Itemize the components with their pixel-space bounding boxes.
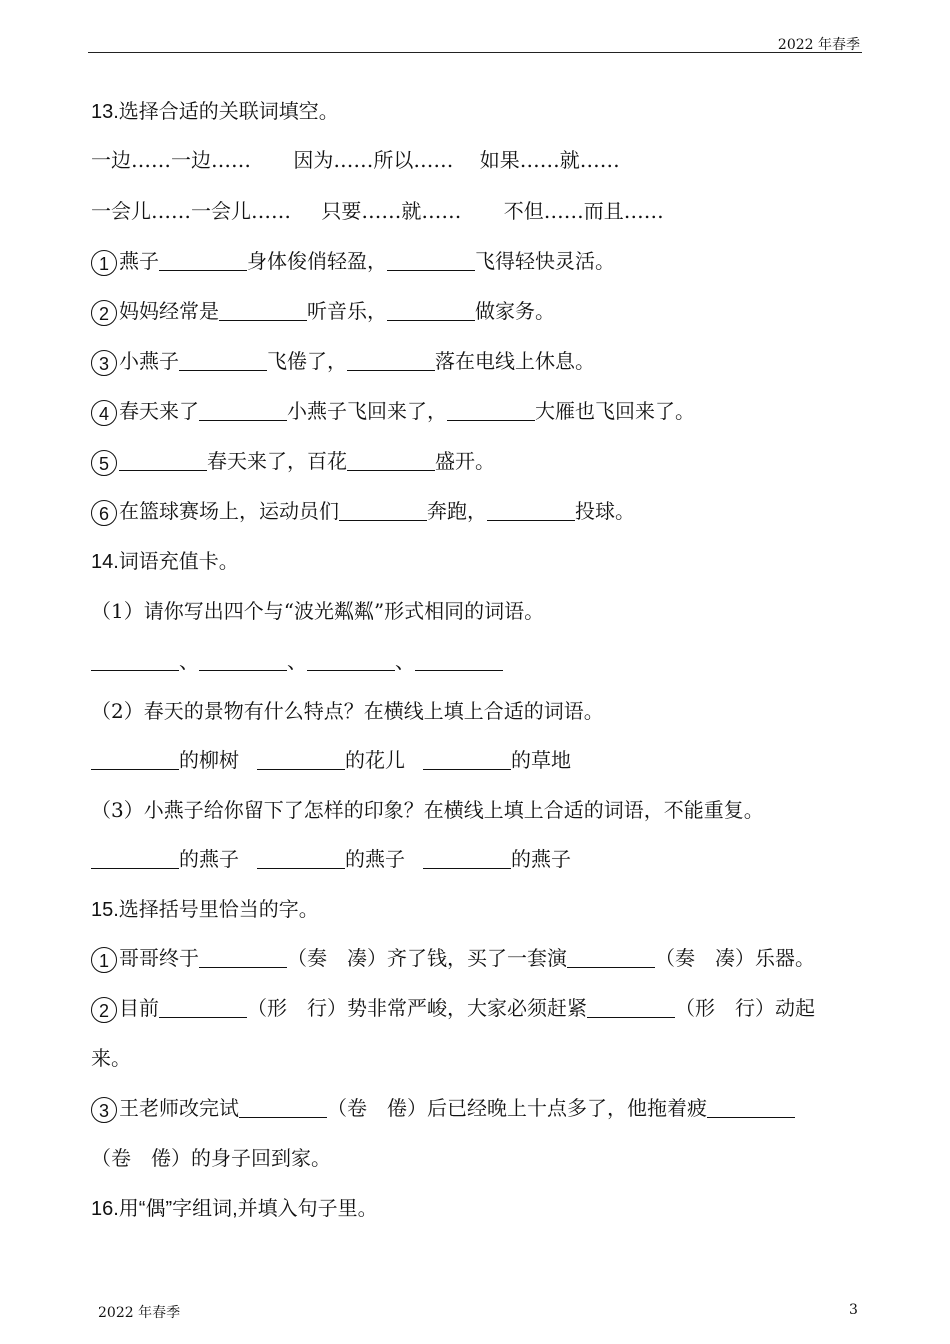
q15-title — [91, 894, 319, 925]
item-text: 落在电线上休息。 — [435, 349, 595, 373]
answer-blank[interactable] — [567, 947, 655, 968]
q16-title-text: 16.用“偶”字组词,并填入句子里。 — [91, 1198, 378, 1220]
answer-blank[interactable] — [587, 997, 675, 1018]
word: 的燕子 — [345, 847, 405, 871]
answer-blank[interactable] — [199, 947, 287, 968]
option: 如果……就…… — [479, 148, 620, 172]
item-text: 春天来了 — [119, 399, 199, 423]
item-text: 在篮球赛场上，运动员们 — [119, 499, 339, 523]
item-text: 大雁也飞回来了。 — [535, 399, 695, 423]
q14-sub2: （2）春天的景物有什么特点？在横线上填上合适的词语。 — [91, 699, 604, 723]
answer-blank[interactable] — [415, 650, 503, 671]
item-text: （形 行）势非常严峻，大家必须赶紧 — [247, 996, 587, 1020]
q14-title — [91, 546, 239, 577]
circled-number: 1 — [91, 947, 117, 973]
answer-blank[interactable] — [307, 650, 395, 671]
answer-blank[interactable] — [339, 500, 427, 521]
answer-blank[interactable] — [199, 400, 287, 421]
item-text: 投球。 — [575, 499, 635, 523]
circled-number: 2 — [91, 997, 117, 1023]
answer-blank[interactable] — [257, 848, 345, 869]
answer-blank[interactable] — [159, 250, 247, 271]
answer-blank[interactable] — [159, 997, 247, 1018]
answer-blank[interactable] — [179, 350, 267, 371]
word: 的花儿 — [345, 748, 405, 772]
word: 的柳树 — [179, 748, 239, 772]
q13-options-row2 — [91, 196, 664, 226]
answer-blank[interactable] — [91, 848, 179, 869]
item-text: 小燕子飞回来了， — [287, 399, 447, 423]
q14-title-text: 14.词语充值卡。 — [91, 551, 239, 573]
word: 的燕子 — [511, 847, 571, 871]
q15-item-3 — [91, 1093, 795, 1123]
item-text: 妈妈经常是 — [119, 299, 219, 323]
item-text: 盛开。 — [435, 449, 495, 473]
answer-blank[interactable] — [257, 749, 345, 770]
option: 只要……就…… — [321, 199, 462, 223]
q13-item-2 — [91, 296, 555, 326]
q15-item-1 — [91, 943, 815, 973]
answer-blank[interactable] — [239, 1097, 327, 1118]
circled-number: 3 — [91, 1097, 117, 1123]
answer-blank[interactable] — [347, 350, 435, 371]
q14-sub1: （1）请你写出四个与“波光粼粼”形式相同的词语。 — [91, 599, 545, 623]
item-text: （形 行）动起 — [675, 996, 815, 1020]
q15-item-3-cont: （卷 倦）的身子回到家。 — [91, 1146, 331, 1170]
answer-blank[interactable] — [423, 749, 511, 770]
q14-sub3-answers — [91, 844, 571, 874]
item-text: 听音乐， — [307, 299, 387, 323]
answer-blank[interactable] — [387, 250, 475, 271]
separator: 、 — [287, 649, 307, 673]
answer-blank[interactable] — [487, 500, 575, 521]
answer-blank[interactable] — [423, 848, 511, 869]
q13-title-text: 13.选择合适的关联词填空。 — [91, 101, 339, 123]
circled-number: 4 — [91, 400, 117, 426]
item-text: 哥哥终于 — [119, 946, 199, 970]
q13-item-6 — [91, 496, 635, 526]
answer-blank[interactable] — [707, 1097, 795, 1118]
q15-item-2 — [91, 993, 815, 1023]
item-text: （卷 倦）后已经晚上十点多了，他拖着疲 — [327, 1096, 707, 1120]
circled-number: 6 — [91, 500, 117, 526]
separator: 、 — [179, 649, 199, 673]
q13-title — [91, 96, 339, 127]
q15-item-2-cont: 来。 — [91, 1046, 131, 1070]
q13-item-3 — [91, 346, 595, 376]
q13-item-1 — [91, 246, 615, 276]
circled-number: 3 — [91, 350, 117, 376]
q13-item-4 — [91, 396, 695, 426]
q13-options-row1 — [91, 145, 620, 175]
option: 因为……所以…… — [293, 148, 454, 172]
item-text: 春天来了，百花 — [207, 449, 347, 473]
footer-text: 2022 年春季 — [98, 1305, 181, 1321]
item-text: 王老师改完试 — [119, 1096, 239, 1120]
item-text: 做家务。 — [475, 299, 555, 323]
item-text: 小燕子 — [119, 349, 179, 373]
word: 的草地 — [511, 748, 571, 772]
q15-title-text: 15.选择括号里恰当的字。 — [91, 899, 319, 921]
word: 的燕子 — [179, 847, 239, 871]
circled-number: 2 — [91, 300, 117, 326]
answer-blank[interactable] — [91, 749, 179, 770]
circled-number: 5 — [91, 450, 117, 476]
header-divider — [88, 52, 862, 53]
item-text: 身体俊俏轻盈， — [247, 249, 387, 273]
answer-blank[interactable] — [219, 300, 307, 321]
answer-blank[interactable] — [119, 450, 207, 471]
item-text: 飞倦了， — [267, 349, 347, 373]
item-text: 飞得轻快灵活。 — [475, 249, 615, 273]
item-text: （奏 凑）乐器。 — [655, 946, 815, 970]
q13-item-5 — [91, 446, 495, 476]
page-number: 3 — [849, 1302, 858, 1318]
q14-sub2-answers — [91, 745, 571, 775]
item-text: 奔跑， — [427, 499, 487, 523]
q14-sub1-answers — [91, 646, 503, 676]
item-text: 燕子 — [119, 249, 159, 273]
option: 一边……一边…… — [91, 148, 251, 172]
answer-blank[interactable] — [347, 450, 435, 471]
header-text: 2022 年春季 — [777, 37, 860, 53]
answer-blank[interactable] — [447, 400, 535, 421]
item-text: 目前 — [119, 996, 159, 1020]
q14-sub3: （3）小燕子给你留下了怎样的印象？在横线上填上合适的词语，不能重复。 — [91, 798, 764, 822]
item-text: （奏 凑）齐了钱，买了一套演 — [287, 946, 567, 970]
option: 不但……而且…… — [503, 199, 664, 223]
answer-blank[interactable] — [199, 650, 287, 671]
separator: 、 — [395, 649, 415, 673]
circled-number: 1 — [91, 250, 117, 276]
answer-blank[interactable] — [387, 300, 475, 321]
answer-blank[interactable] — [91, 650, 179, 671]
option: 一会儿……一会儿…… — [91, 199, 291, 223]
q16-title — [91, 1193, 378, 1224]
